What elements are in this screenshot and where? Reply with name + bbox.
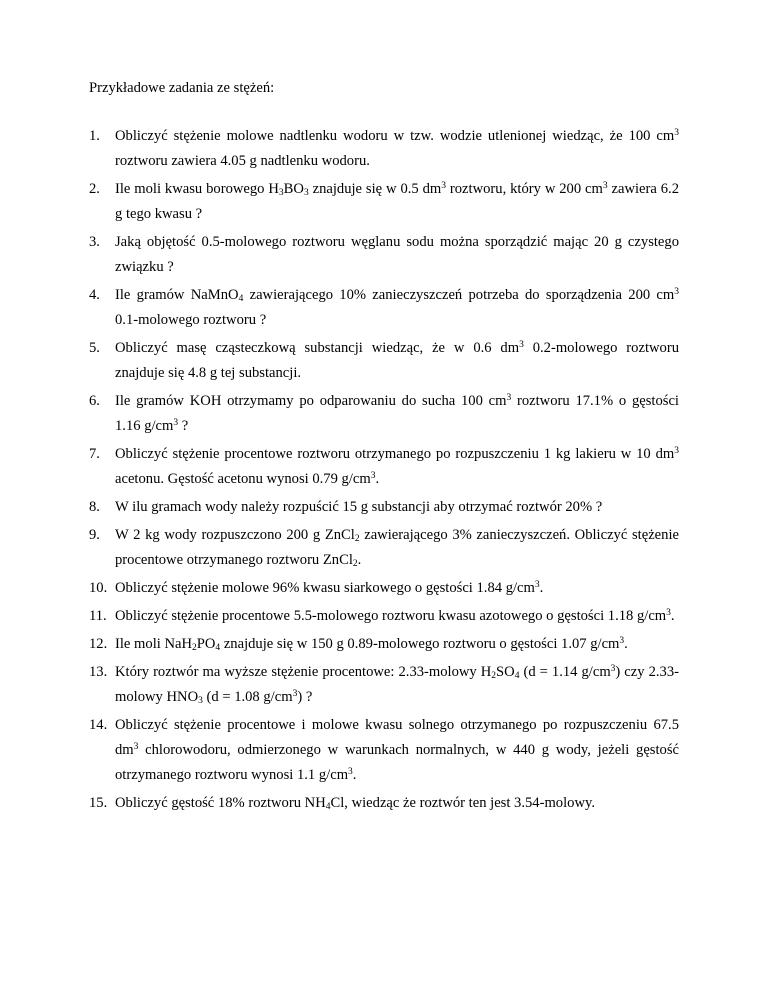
problem-number: 15.: [89, 795, 108, 811]
problem-text: Obliczyć masę cząsteczkową substancji wiedząc, że w 0.6 $dm^3$ 0.2-molowego roztworu znajduje się 4.8 g tej substancji.: [115, 340, 679, 381]
problem-text: Ile gramów NaMnO$_4$ zawierającego 10% zanieczyszczeń potrzeba do sporządzenia 200 $cm^3$ 0.1-molowego roztworu ?: [115, 287, 679, 328]
problem-item: [89, 713, 679, 788]
problem-text: Jaką objętość 0.5-molowego roztworu węglanu sodu można sporządzić mając 20 g czystego związku ?: [115, 234, 679, 275]
problem-text: Obliczyć stężenie procentowe i molowe kwasu solnego otrzymanego po rozpuszczeniu 67.5 $dm^3$ chlorowodoru, odmierzonego w warunkach normalnych, w 440 g wody, jeżeli gęstość otrzymanego roztworu wynosi 1.1 $g/cm^3$.: [115, 717, 679, 783]
problem-number: 10.: [89, 580, 108, 596]
problem-text: Obliczyć gęstość 18% roztworu $NH_4Cl$, wiedząc że roztwór ten jest 3.54-molowy.: [115, 795, 595, 812]
problem-item: [89, 230, 679, 280]
document-title: Przykładowe zadania ze stężeń:: [89, 80, 275, 96]
problem-text: Ile gramów KOH otrzymamy po odparowaniu do sucha 100 $cm^3$ roztworu 17.1% o gęstości 1.16 $g/cm^3$ ?: [115, 393, 679, 434]
problem-item: [89, 576, 679, 601]
problem-number: 9.: [89, 527, 100, 543]
problem-text: Obliczyć stężenie procentowe roztworu otrzymanego po rozpuszczeniu 1 kg lakieru w 10 $dm^3$ acetonu. Gęstość acetonu wynosi 0.79 $g/cm^3$.: [115, 446, 679, 487]
problem-number: 12.: [89, 636, 108, 652]
problem-item: [89, 177, 679, 227]
problem-item: [89, 389, 679, 439]
problem-text: Ile moli kwasu borowego $H_3BO_3$ znajduje się w 0.5 $dm^3$ roztworu, który w 200 $cm^3$ zawiera 6.2 g tego kwasu ?: [115, 181, 679, 222]
problem-number: 7.: [89, 446, 100, 462]
problem-number: 13.: [89, 664, 108, 680]
problem-item: [89, 604, 679, 629]
problem-number: 11.: [89, 608, 107, 624]
problem-text: Obliczyć stężenie molowe nadtlenku wodoru w tzw. wodzie utlenionej wiedząc, że 100 $cm^3$ roztworu zawiera 4.05 g nadtlenku wodoru.: [115, 128, 679, 169]
problem-item: [89, 523, 679, 573]
problem-item: [89, 336, 679, 386]
problem-item: [89, 791, 679, 816]
problem-text: W 2 kg wody rozpuszczono 200 g ZnCl$_2$ zawierającego 3% zanieczyszczeń. Obliczyć stężenie procentowe otrzymanego roztworu ZnCl$_2$.: [115, 527, 679, 569]
problem-text: W ilu gramach wody należy rozpuścić 15 g substancji aby otrzymać roztwór 20% ?: [115, 499, 603, 515]
problem-number: 3.: [89, 234, 100, 250]
problem-number: 6.: [89, 393, 100, 409]
problem-number: 4.: [89, 287, 100, 303]
problem-item: [89, 660, 679, 710]
problem-number: 2.: [89, 181, 100, 197]
problem-item: [89, 495, 679, 520]
problem-item: [89, 283, 679, 333]
problem-text: Obliczyć stężenie procentowe 5.5-molowego roztworu kwasu azotowego o gęstości 1.18 $g/cm^3$.: [115, 608, 675, 624]
problem-item: [89, 124, 679, 174]
problem-number: 14.: [89, 717, 108, 733]
problem-number: 5.: [89, 340, 100, 356]
problem-text: Który roztwór ma wyższe stężenie procentowe: 2.33-molowy $H_2SO_4$ (d = 1.14 $g/cm^3$) czy 2.33-molowy $HNO_3$ (d = 1.08 $g/cm^3$) ?: [115, 664, 679, 706]
problem-text: Ile moli $NaH_2PO_4$ znajduje się w 150 g 0.89-molowego roztworu o gęstości 1.07 $g/cm^3$.: [115, 636, 628, 653]
problem-list: [89, 124, 679, 816]
problem-number: 8.: [89, 499, 100, 515]
problem-number: 1.: [89, 128, 100, 144]
problem-text: Obliczyć stężenie molowe 96% kwasu siarkowego o gęstości 1.84 $g/cm^3$.: [115, 580, 544, 596]
problem-item: [89, 442, 679, 492]
problem-item: [89, 632, 679, 657]
